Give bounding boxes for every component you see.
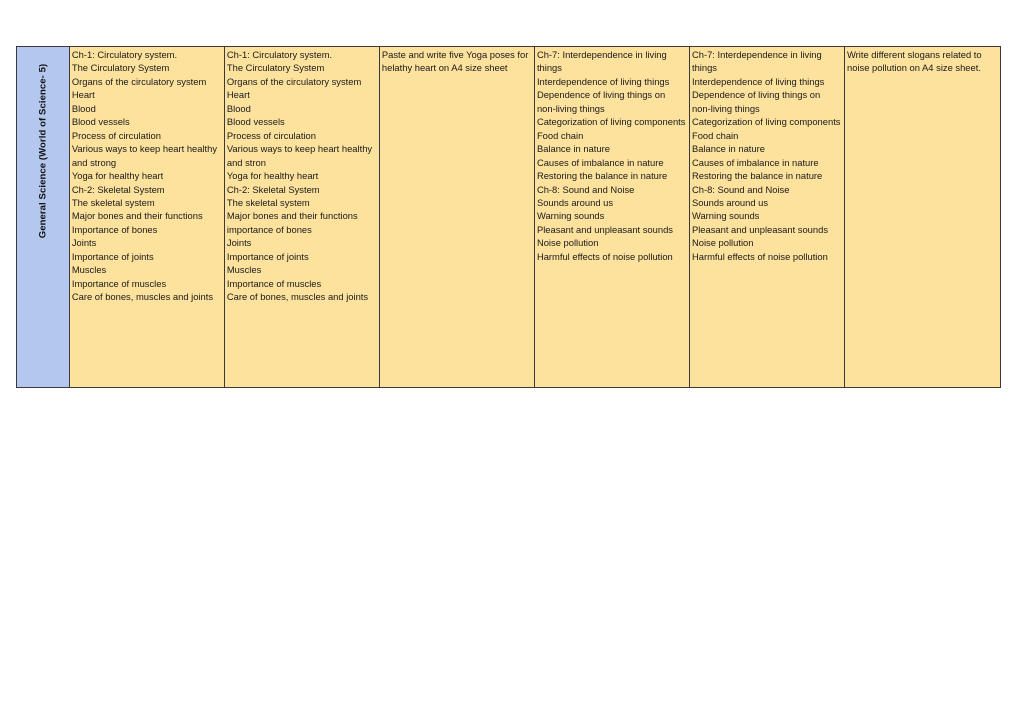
topic-line: non-living things <box>691 102 760 114</box>
topic-line: The skeletal system <box>226 196 310 208</box>
topic-line: Blood <box>226 102 251 114</box>
topic-line: Ch-7: Interdependence in living <box>691 49 822 60</box>
syllabus-column-2 <box>225 47 380 387</box>
topic-line: Ch-8: Sound and Noise <box>536 183 635 195</box>
syllabus-column-1 <box>70 47 225 387</box>
topic-list <box>537 48 688 263</box>
topic-line: things <box>536 62 562 74</box>
topic-line: Ch-2: Skeletal System <box>71 183 165 195</box>
topic-line: Various ways to keep heart healthy <box>71 143 218 155</box>
topic-line: Major bones and their functions <box>226 210 358 222</box>
topic-line: Restoring the balance in nature <box>691 170 823 182</box>
topic-line: importance of bones <box>226 223 312 235</box>
topic-line: Sounds around us <box>691 196 769 208</box>
topic-line: Balance in nature <box>536 143 610 155</box>
topic-line: Food chain <box>536 129 584 141</box>
topic-line: noise pollution on A4 size sheet. <box>847 62 981 74</box>
topic-list <box>692 48 843 263</box>
topic-line: Ch-1: Circulatory system. <box>71 49 178 60</box>
topic-line: Muscles <box>226 264 262 276</box>
topic-line: Importance of muscles <box>71 277 167 289</box>
topic-line: things <box>691 62 717 74</box>
topic-line: Care of bones, muscles and joints <box>71 291 214 303</box>
topic-line: non-living things <box>536 102 605 114</box>
topic-line: and strong <box>71 156 117 168</box>
topic-line: Causes of imbalance in nature <box>536 156 664 168</box>
topic-line: Process of circulation <box>71 129 161 141</box>
topic-line: Balance in nature <box>691 143 765 155</box>
topic-line: Ch-8: Sound and Noise <box>691 183 790 195</box>
topic-line: Noise pollution <box>536 237 599 249</box>
topic-line: Ch-7: Interdependence in living <box>536 49 667 60</box>
topic-line: Heart <box>71 89 95 101</box>
activity-column-1 <box>380 47 535 387</box>
topic-line: Importance of joints <box>71 250 154 262</box>
subject-cell <box>17 47 70 387</box>
topic-line: Pleasant and unpleasant sounds <box>536 223 673 235</box>
topic-line: Write different slogans related to <box>847 49 982 60</box>
topic-line: Food chain <box>691 129 739 141</box>
topic-line: Paste and write five Yoga poses for <box>381 49 529 60</box>
topic-line: Pleasant and unpleasant sounds <box>691 223 829 235</box>
topic-line: Ch-1: Circulatory system. <box>226 49 333 60</box>
topic-list <box>227 48 378 304</box>
topic-line: Blood vessels <box>71 116 130 128</box>
topic-list <box>847 48 999 75</box>
topic-line: Dependence of living things on <box>691 89 821 101</box>
topic-line: Blood vessels <box>226 116 285 128</box>
topic-line: helathy heart on A4 size sheet <box>381 62 508 74</box>
topic-line: Joints <box>226 237 252 249</box>
topic-list <box>72 48 223 304</box>
topic-line: Dependence of living things on <box>536 89 666 101</box>
topic-line: Importance of bones <box>71 223 158 235</box>
topic-line: Muscles <box>71 264 107 276</box>
topic-line: Harmful effects of noise pollution <box>691 250 828 262</box>
topic-line: Importance of muscles <box>226 277 322 289</box>
topic-line: Restoring the balance in nature <box>536 170 668 182</box>
topic-line: Categorization of living components <box>691 116 841 128</box>
topic-line: Ch-2: Skeletal System <box>226 183 320 195</box>
topic-line: Various ways to keep heart healthy <box>226 143 373 155</box>
topic-line: Categorization of living components <box>536 116 686 128</box>
topic-line: Heart <box>226 89 250 101</box>
topic-line: Yoga for healthy heart <box>71 170 164 182</box>
topic-line: Importance of joints <box>226 250 309 262</box>
topic-line: Joints <box>71 237 97 249</box>
syllabus-table-row <box>16 46 1001 388</box>
topic-line: and stron <box>226 156 266 168</box>
topic-line: Major bones and their functions <box>71 210 203 222</box>
topic-line: Warning sounds <box>536 210 605 222</box>
syllabus-column-3 <box>535 47 690 387</box>
topic-line: The Circulatory System <box>226 62 325 74</box>
syllabus-column-4 <box>690 47 845 387</box>
topic-line: Process of circulation <box>226 129 316 141</box>
topic-line: Sounds around us <box>536 196 614 208</box>
topic-line: Care of bones, muscles and joints <box>226 291 369 303</box>
topic-line: Harmful effects of noise pollution <box>536 250 673 262</box>
topic-line: Warning sounds <box>691 210 760 222</box>
topic-line: Interdependence of living things <box>536 75 670 87</box>
topic-line: The Circulatory System <box>71 62 170 74</box>
topic-line: Blood <box>71 102 96 114</box>
topic-line: Organs of the circulatory system <box>71 75 207 87</box>
topic-line: Noise pollution <box>691 237 754 249</box>
topic-line: The skeletal system <box>71 196 155 208</box>
topic-line: Organs of the circulatory system <box>226 75 362 87</box>
topic-list <box>382 48 533 75</box>
topic-line: Causes of imbalance in nature <box>691 156 819 168</box>
activity-column-2 <box>845 47 1000 387</box>
topic-line: Yoga for healthy heart <box>226 170 319 182</box>
subject-label: General Science (World of Science- 5) <box>37 63 49 239</box>
topic-line: Interdependence of living things <box>691 75 825 87</box>
